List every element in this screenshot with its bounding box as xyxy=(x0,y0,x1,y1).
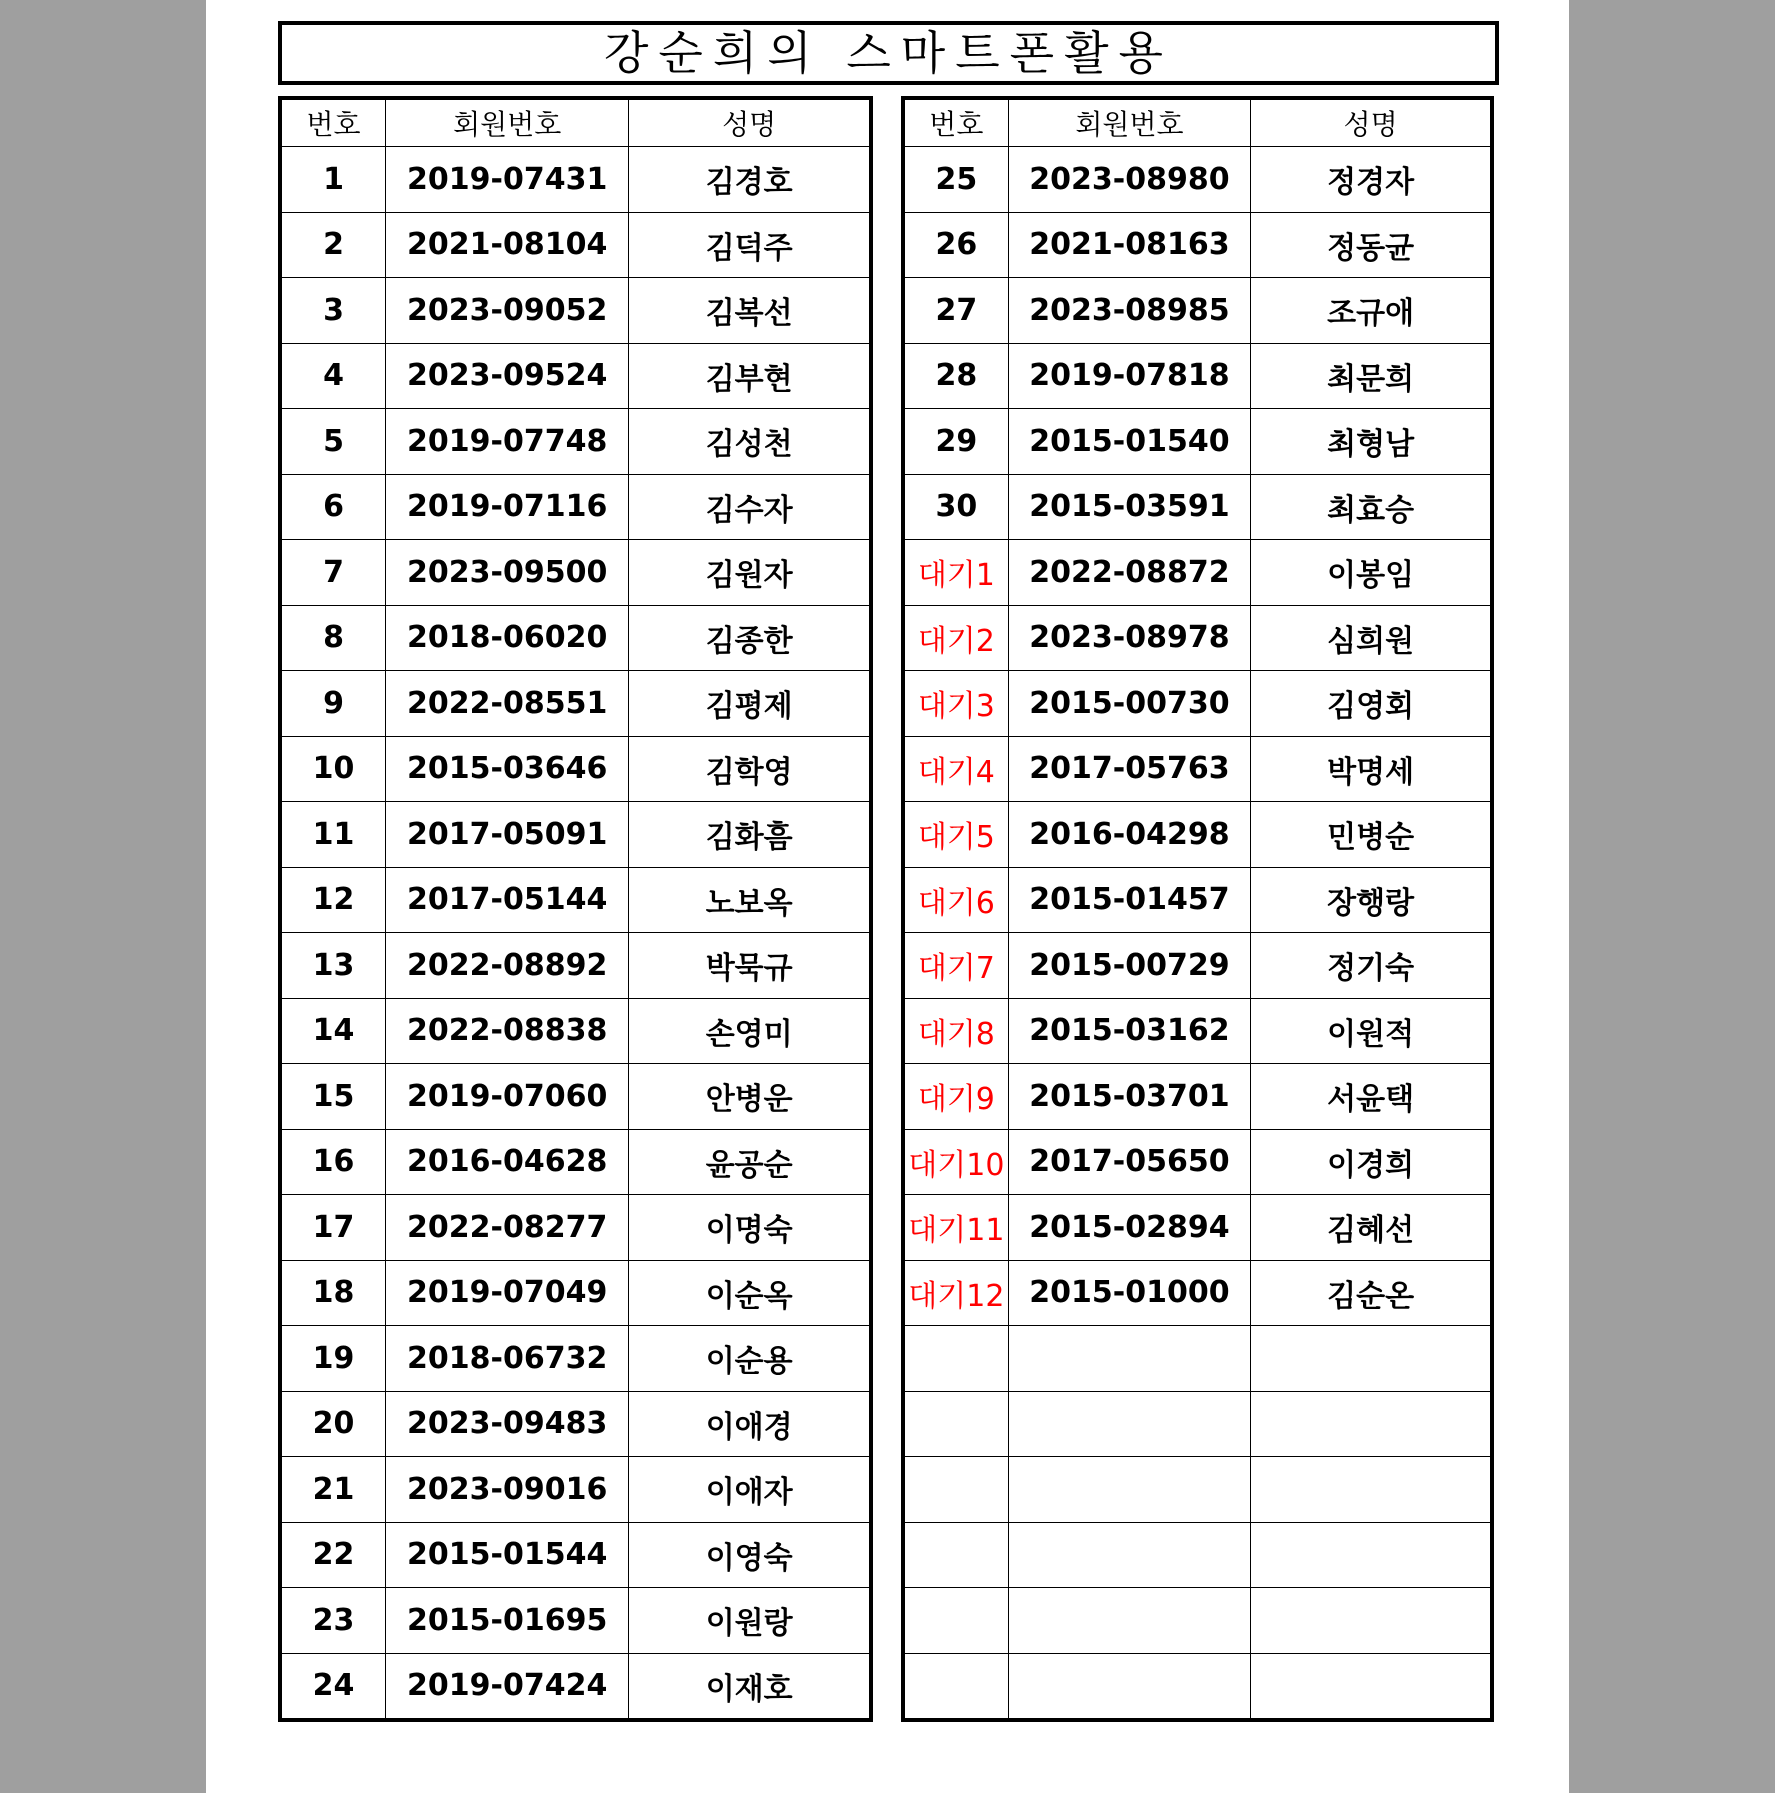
member-name: 이원랑 xyxy=(629,1588,871,1654)
row-number: 13 xyxy=(280,933,386,999)
member-id: 2016-04298 xyxy=(1008,802,1250,868)
member-id: 2015-01695 xyxy=(386,1588,629,1654)
row-number: 12 xyxy=(280,867,386,933)
row-number: 9 xyxy=(280,671,386,737)
member-name: 이영숙 xyxy=(629,1522,871,1588)
member-id: 2015-00730 xyxy=(1008,671,1250,737)
table-row xyxy=(280,212,871,278)
row-number: 대기4 xyxy=(903,736,1008,802)
member-name: 김학영 xyxy=(629,736,871,802)
member-name: 김덕주 xyxy=(629,212,871,278)
member-name xyxy=(1251,1457,1492,1523)
member-id xyxy=(1008,1391,1250,1457)
table-row xyxy=(280,278,871,344)
member-name: 심희원 xyxy=(1251,605,1492,671)
member-id: 2019-07116 xyxy=(386,474,629,540)
member-id xyxy=(1008,1457,1250,1523)
member-name: 최효승 xyxy=(1251,474,1492,540)
row-number: 2 xyxy=(280,212,386,278)
table-row xyxy=(903,1391,1492,1457)
member-id: 2023-09524 xyxy=(386,343,629,409)
member-name: 김평제 xyxy=(629,671,871,737)
table-row xyxy=(280,1195,871,1261)
table-row xyxy=(903,867,1492,933)
table-row xyxy=(280,671,871,737)
row-number: 대기9 xyxy=(903,1064,1008,1130)
header-number: 번호 xyxy=(903,98,1008,147)
member-name: 김종한 xyxy=(629,605,871,671)
member-id: 2023-09052 xyxy=(386,278,629,344)
row-number: 14 xyxy=(280,998,386,1064)
row-number xyxy=(903,1653,1008,1720)
member-name: 김성천 xyxy=(629,409,871,475)
member-id xyxy=(1008,1326,1250,1392)
member-id: 2023-09016 xyxy=(386,1457,629,1523)
member-name: 윤공순 xyxy=(629,1129,871,1195)
member-name xyxy=(1251,1588,1492,1654)
member-id: 2021-08104 xyxy=(386,212,629,278)
row-number: 17 xyxy=(280,1195,386,1261)
member-name: 김수자 xyxy=(629,474,871,540)
member-id: 2023-08980 xyxy=(1008,147,1250,213)
table-row xyxy=(280,998,871,1064)
roster-body-right xyxy=(903,147,1492,1721)
member-id: 2019-07431 xyxy=(386,147,629,213)
row-number: 대기12 xyxy=(903,1260,1008,1326)
table-row xyxy=(903,998,1492,1064)
row-number: 대기7 xyxy=(903,933,1008,999)
table-row xyxy=(280,1260,871,1326)
roster-table-right xyxy=(901,96,1494,1722)
member-name: 민병순 xyxy=(1251,802,1492,868)
row-number: 3 xyxy=(280,278,386,344)
member-id: 2019-07049 xyxy=(386,1260,629,1326)
member-name: 서윤택 xyxy=(1251,1064,1492,1130)
member-id xyxy=(1008,1522,1250,1588)
member-id xyxy=(1008,1588,1250,1654)
row-number: 대기11 xyxy=(903,1195,1008,1261)
table-row xyxy=(903,1195,1492,1261)
member-id: 2022-08838 xyxy=(386,998,629,1064)
member-name: 이재호 xyxy=(629,1653,871,1720)
member-name: 김부현 xyxy=(629,343,871,409)
header-member-id: 회원번호 xyxy=(386,98,629,147)
member-id: 2019-07060 xyxy=(386,1064,629,1130)
member-name: 김원자 xyxy=(629,540,871,606)
table-row xyxy=(280,1588,871,1654)
table-row xyxy=(903,671,1492,737)
table-row xyxy=(280,1326,871,1392)
row-number: 18 xyxy=(280,1260,386,1326)
row-number xyxy=(903,1457,1008,1523)
member-id: 2015-01544 xyxy=(386,1522,629,1588)
row-number: 27 xyxy=(903,278,1008,344)
row-number: 대기6 xyxy=(903,867,1008,933)
table-row xyxy=(903,1260,1492,1326)
member-name xyxy=(1251,1326,1492,1392)
table-row xyxy=(903,802,1492,868)
table-row xyxy=(280,540,871,606)
member-id: 2017-05144 xyxy=(386,867,629,933)
table-row xyxy=(903,147,1492,213)
table-row xyxy=(280,474,871,540)
roster-body-left xyxy=(280,147,871,1721)
member-name: 이봉임 xyxy=(1251,540,1492,606)
row-number xyxy=(903,1522,1008,1588)
member-name: 이애자 xyxy=(629,1457,871,1523)
row-number xyxy=(903,1391,1008,1457)
table-row xyxy=(903,1064,1492,1130)
member-id: 2023-08985 xyxy=(1008,278,1250,344)
header-row xyxy=(280,98,871,147)
table-row xyxy=(903,1588,1492,1654)
member-id: 2015-03591 xyxy=(1008,474,1250,540)
table-row xyxy=(903,1457,1492,1523)
row-number: 28 xyxy=(903,343,1008,409)
row-number: 대기2 xyxy=(903,605,1008,671)
row-number: 24 xyxy=(280,1653,386,1720)
member-id: 2018-06020 xyxy=(386,605,629,671)
table-row xyxy=(903,212,1492,278)
row-number: 4 xyxy=(280,343,386,409)
table-row xyxy=(280,1653,871,1720)
member-name: 이애경 xyxy=(629,1391,871,1457)
table-row xyxy=(903,1522,1492,1588)
member-id: 2022-08277 xyxy=(386,1195,629,1261)
member-name: 안병운 xyxy=(629,1064,871,1130)
row-number: 25 xyxy=(903,147,1008,213)
member-id: 2015-02894 xyxy=(1008,1195,1250,1261)
member-name: 이순용 xyxy=(629,1326,871,1392)
row-number: 16 xyxy=(280,1129,386,1195)
table-row xyxy=(903,605,1492,671)
header-number: 번호 xyxy=(280,98,386,147)
member-name: 이명숙 xyxy=(629,1195,871,1261)
member-name xyxy=(1251,1653,1492,1720)
table-row xyxy=(280,605,871,671)
row-number: 10 xyxy=(280,736,386,802)
table-row xyxy=(280,867,871,933)
row-number xyxy=(903,1588,1008,1654)
row-number: 8 xyxy=(280,605,386,671)
member-name: 정기숙 xyxy=(1251,933,1492,999)
member-name: 장행랑 xyxy=(1251,867,1492,933)
member-id: 2018-06732 xyxy=(386,1326,629,1392)
title-box xyxy=(278,21,1499,85)
table-row xyxy=(280,343,871,409)
member-name xyxy=(1251,1391,1492,1457)
member-id: 2015-01457 xyxy=(1008,867,1250,933)
row-number: 대기5 xyxy=(903,802,1008,868)
table-row xyxy=(903,933,1492,999)
row-number: 대기10 xyxy=(903,1129,1008,1195)
member-name: 이순옥 xyxy=(629,1260,871,1326)
member-name: 정동균 xyxy=(1251,212,1492,278)
table-row xyxy=(903,1326,1492,1392)
member-id: 2015-01000 xyxy=(1008,1260,1250,1326)
header-name: 성명 xyxy=(629,98,871,147)
member-id: 2015-03646 xyxy=(386,736,629,802)
member-name: 조규애 xyxy=(1251,278,1492,344)
table-row xyxy=(280,933,871,999)
member-id xyxy=(1008,1653,1250,1720)
member-id: 2015-00729 xyxy=(1008,933,1250,999)
table-row xyxy=(280,147,871,213)
table-row xyxy=(903,474,1492,540)
row-number: 20 xyxy=(280,1391,386,1457)
member-name: 박묵규 xyxy=(629,933,871,999)
member-name: 정경자 xyxy=(1251,147,1492,213)
row-number: 21 xyxy=(280,1457,386,1523)
member-name: 노보옥 xyxy=(629,867,871,933)
row-number: 29 xyxy=(903,409,1008,475)
member-id: 2019-07424 xyxy=(386,1653,629,1720)
row-number xyxy=(903,1326,1008,1392)
row-number: 1 xyxy=(280,147,386,213)
member-id: 2016-04628 xyxy=(386,1129,629,1195)
table-row xyxy=(903,540,1492,606)
member-id: 2019-07748 xyxy=(386,409,629,475)
table-row xyxy=(280,1391,871,1457)
member-name: 이경희 xyxy=(1251,1129,1492,1195)
member-name: 김영회 xyxy=(1251,671,1492,737)
member-name: 손영미 xyxy=(629,998,871,1064)
member-id: 2017-05763 xyxy=(1008,736,1250,802)
member-id: 2022-08551 xyxy=(386,671,629,737)
member-id: 2023-09483 xyxy=(386,1391,629,1457)
row-number: 대기8 xyxy=(903,998,1008,1064)
member-name: 이원적 xyxy=(1251,998,1492,1064)
table-row xyxy=(903,278,1492,344)
row-number: 15 xyxy=(280,1064,386,1130)
member-id: 2017-05650 xyxy=(1008,1129,1250,1195)
table-row xyxy=(903,343,1492,409)
row-number: 6 xyxy=(280,474,386,540)
table-row xyxy=(903,1653,1492,1720)
member-name: 김경호 xyxy=(629,147,871,213)
document-title: 강순희의 스마트폰활용 xyxy=(604,26,1173,80)
member-name xyxy=(1251,1522,1492,1588)
member-id: 2022-08892 xyxy=(386,933,629,999)
row-number: 22 xyxy=(280,1522,386,1588)
member-id: 2015-01540 xyxy=(1008,409,1250,475)
row-number: 대기3 xyxy=(903,671,1008,737)
header-row xyxy=(903,98,1492,147)
table-row xyxy=(280,1522,871,1588)
member-id: 2021-08163 xyxy=(1008,212,1250,278)
table-row xyxy=(903,736,1492,802)
member-id: 2022-08872 xyxy=(1008,540,1250,606)
member-name: 김순온 xyxy=(1251,1260,1492,1326)
member-name: 박명세 xyxy=(1251,736,1492,802)
member-name: 최문희 xyxy=(1251,343,1492,409)
table-row xyxy=(903,409,1492,475)
row-number: 30 xyxy=(903,474,1008,540)
roster-table-left xyxy=(278,96,873,1722)
table-row xyxy=(280,1457,871,1523)
row-number: 26 xyxy=(903,212,1008,278)
table-row xyxy=(280,736,871,802)
row-number: 19 xyxy=(280,1326,386,1392)
member-id: 2019-07818 xyxy=(1008,343,1250,409)
document-page xyxy=(206,0,1569,1793)
member-name: 최형남 xyxy=(1251,409,1492,475)
member-id: 2015-03701 xyxy=(1008,1064,1250,1130)
member-name: 김혜선 xyxy=(1251,1195,1492,1261)
member-name: 김화흠 xyxy=(629,802,871,868)
member-id: 2023-09500 xyxy=(386,540,629,606)
row-number: 7 xyxy=(280,540,386,606)
table-row xyxy=(280,802,871,868)
row-number: 대기1 xyxy=(903,540,1008,606)
table-row xyxy=(280,1064,871,1130)
table-row xyxy=(280,1129,871,1195)
member-id: 2015-03162 xyxy=(1008,998,1250,1064)
table-row xyxy=(903,1129,1492,1195)
header-member-id: 회원번호 xyxy=(1008,98,1250,147)
member-id: 2023-08978 xyxy=(1008,605,1250,671)
row-number: 11 xyxy=(280,802,386,868)
member-name: 김복선 xyxy=(629,278,871,344)
table-row xyxy=(280,409,871,475)
header-name: 성명 xyxy=(1251,98,1492,147)
row-number: 5 xyxy=(280,409,386,475)
row-number: 23 xyxy=(280,1588,386,1654)
member-id: 2017-05091 xyxy=(386,802,629,868)
